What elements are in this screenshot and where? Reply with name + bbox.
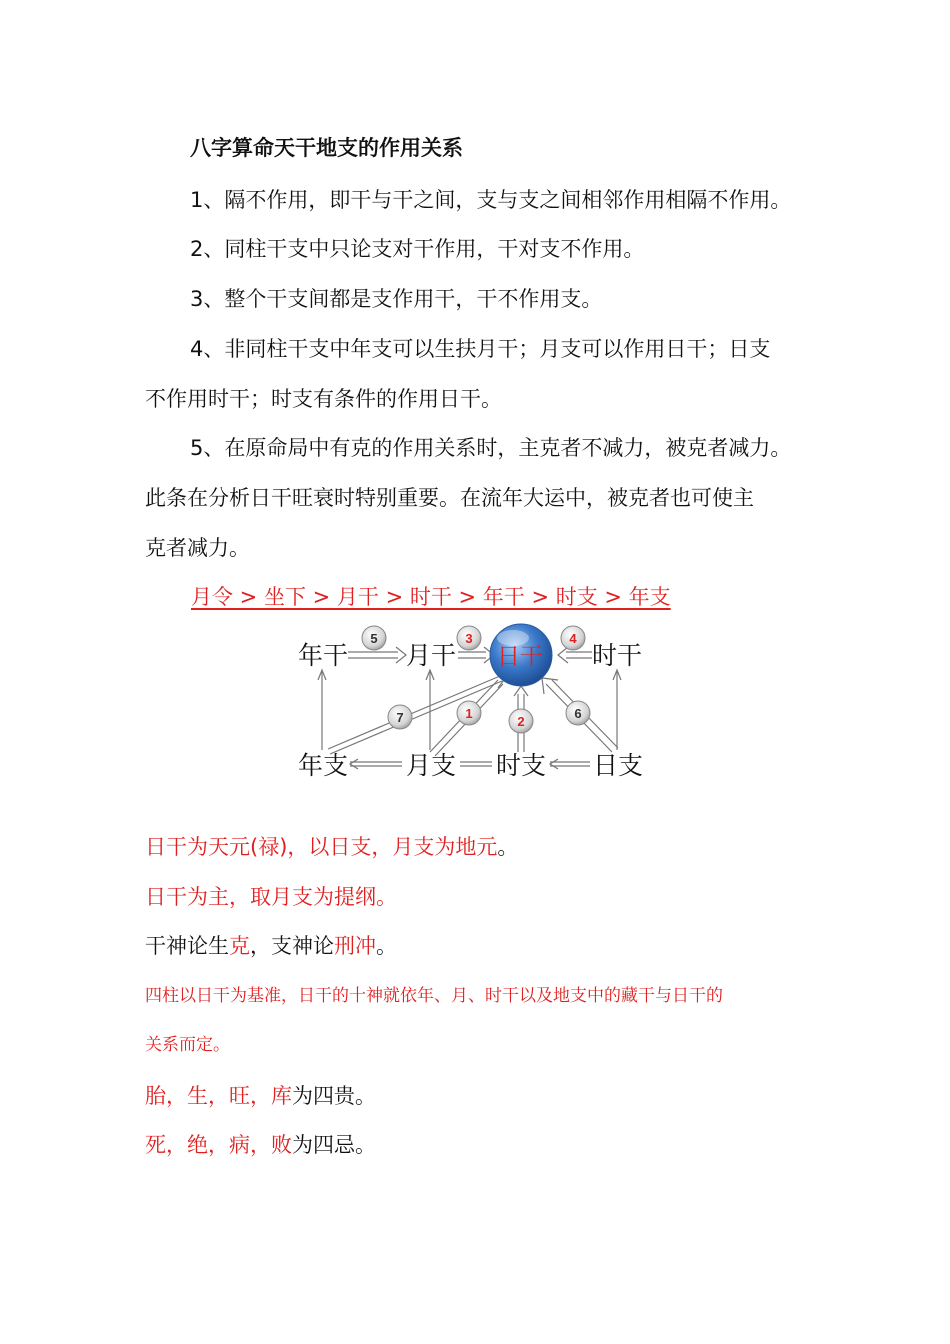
- svg-text:7: 7: [396, 710, 404, 725]
- note-5-red: 胎，生，旺，库: [145, 1084, 292, 1108]
- note-3-a: 干神论生: [145, 934, 229, 958]
- rule-1: 1、隔不作用，即干与干之间，支与支之间相邻作用相隔不作用。: [190, 188, 792, 212]
- note-3: [145, 936, 397, 957]
- node-month-stem: 月干: [406, 641, 457, 670]
- note-3-c: ，支神论: [250, 934, 334, 958]
- svg-text:3: 3: [465, 631, 473, 646]
- note-5-black: 为四贵。: [292, 1084, 376, 1108]
- node-day-branch: 日支: [593, 751, 644, 780]
- node-day-stem: 日干: [497, 644, 543, 670]
- badge-5: [362, 626, 386, 650]
- rule-5: 5、在原命局中有克的作用关系时，主克者不减力，被克者减力。: [190, 436, 792, 460]
- note-2: 日干为主，取月支为提纲。: [145, 885, 397, 909]
- note-6-black: 为四忌。: [292, 1133, 376, 1157]
- arrow-year-branch-to-year-stem: [318, 670, 326, 750]
- note-3-d: 刑冲: [334, 934, 376, 958]
- badge-1: [457, 701, 481, 725]
- rule-4-cont: 不作用时干；时支有条件的作用日干。: [145, 387, 502, 411]
- note-6: [145, 1135, 376, 1156]
- node-hour-branch: 时支: [496, 751, 547, 780]
- note-1: [145, 837, 518, 858]
- badge-3: [457, 626, 481, 650]
- rule-5-end: 克者减力。: [145, 536, 250, 560]
- note-6-red: 死，绝，病，败: [145, 1133, 292, 1157]
- svg-text:2: 2: [517, 714, 525, 729]
- branch-links: [350, 759, 590, 769]
- svg-text:1: 1: [465, 706, 473, 721]
- note-4-line2: 关系而定。: [145, 1035, 230, 1055]
- rule-4: 4、非同柱干支中年支可以生扶月干；月支可以作用日干；日支: [190, 337, 771, 361]
- svg-text:5: 5: [370, 631, 378, 646]
- arrow-month-to-day-stem: [458, 647, 494, 663]
- badge-6: [566, 701, 590, 725]
- svg-text:4: 4: [569, 631, 577, 646]
- arrow-day-branch-to-hour-stem: [613, 670, 621, 750]
- node-month-branch: 月支: [406, 751, 457, 780]
- note-3-b: 克: [229, 934, 250, 958]
- document-title: 八字算命天干地支的作用关系: [190, 136, 463, 160]
- node-hour-stem: 时干: [592, 641, 643, 670]
- note-4-line1: 四柱以日干为基准，日干的十神就依年、月、时干以及地支中的藏干与日干的: [145, 986, 723, 1006]
- svg-text:6: 6: [574, 706, 582, 721]
- rule-2: 2、同柱干支中只论支对干作用，干对支不作用。: [190, 237, 645, 261]
- priority-order: 月令 > 坐下 > 月干 > 时干 > 年干 > 时支 > 年支: [191, 585, 671, 609]
- badge-2: [509, 709, 533, 733]
- note-3-e: 。: [376, 934, 397, 958]
- note-5: [145, 1086, 376, 1107]
- rule-3: 3、整个干支间都是支作用干，干不作用支。: [190, 287, 603, 311]
- node-year-stem: 年干: [298, 641, 349, 670]
- badge-7: [388, 705, 412, 729]
- note-1-red: 日干为天元(禄)，以日支，月支为地元: [145, 835, 498, 859]
- badge-4: [561, 626, 585, 650]
- note-1-end: 。: [497, 835, 519, 859]
- node-year-branch: 年支: [298, 751, 349, 780]
- rule-5-cont: 此条在分析日干旺衰时特别重要。在流年大运中，被克者也可使主: [145, 486, 754, 510]
